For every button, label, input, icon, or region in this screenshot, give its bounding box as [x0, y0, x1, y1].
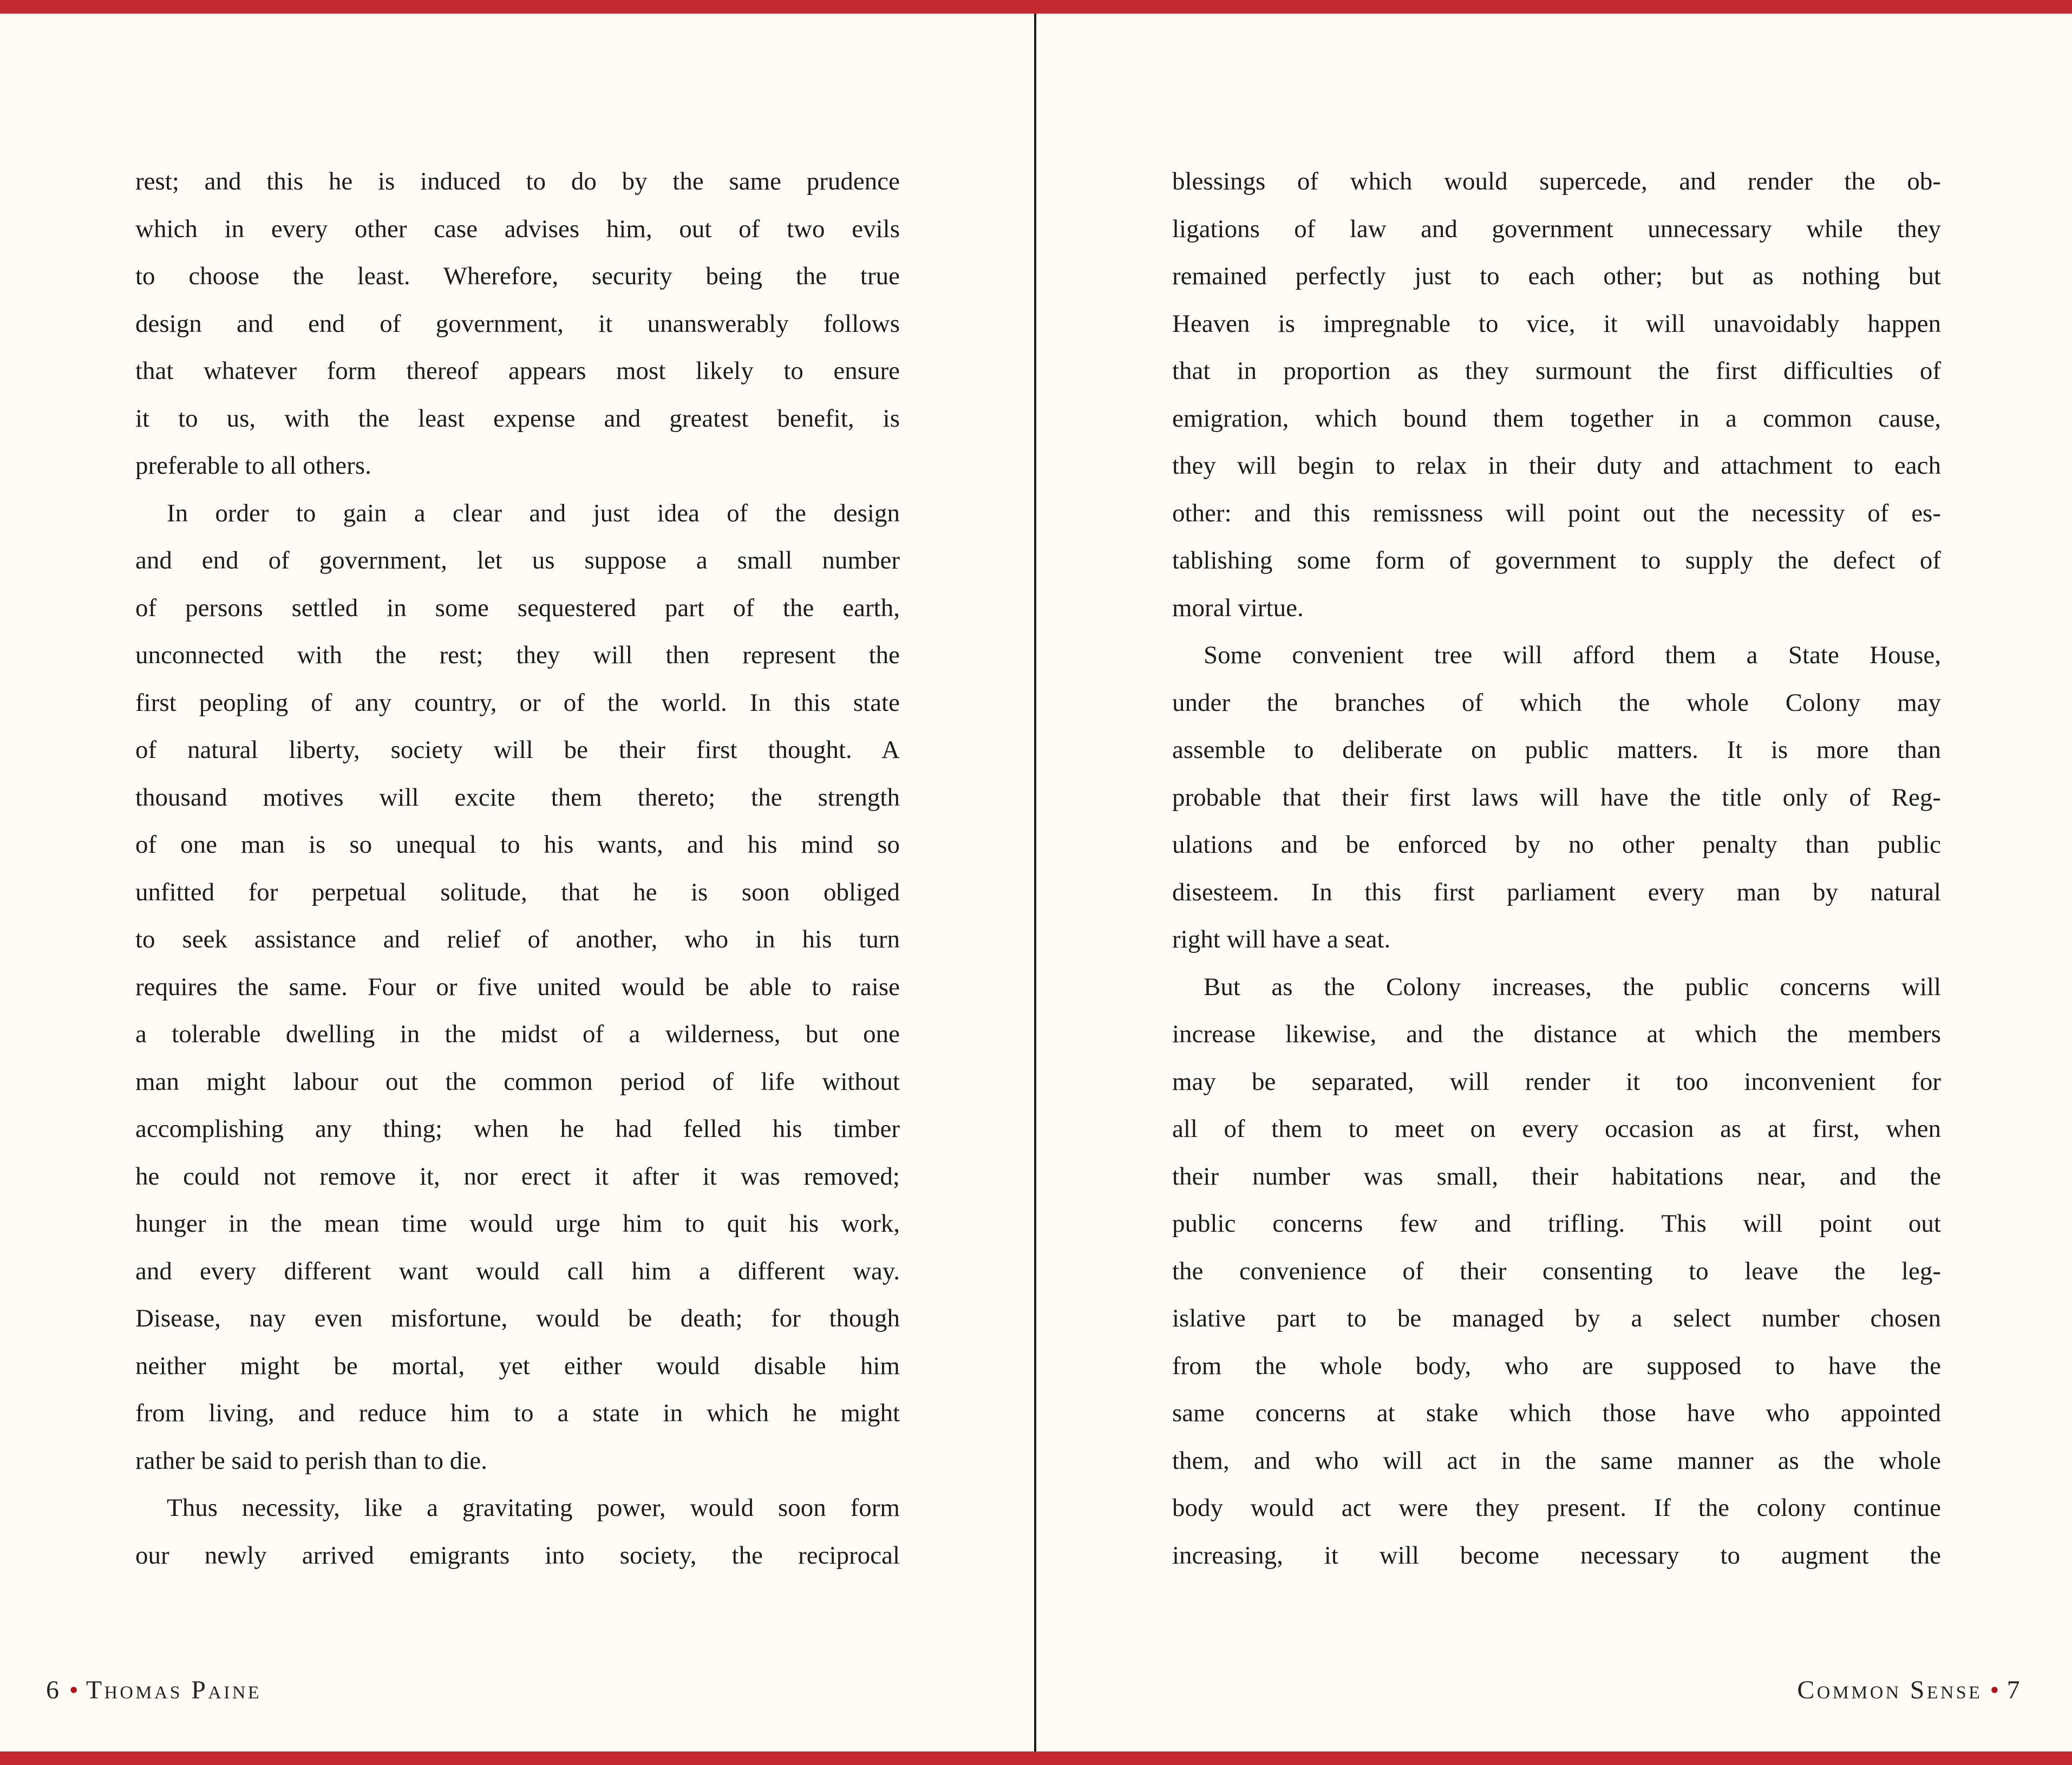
text-line: ulations and be enforced by no other penalty than public: [1172, 831, 1941, 859]
text-line: all of them to meet on every occasion as at first, when: [1172, 1115, 1941, 1143]
text-line: Disease, nay even misfortune, would be death; for though: [135, 1304, 900, 1332]
text-line: accomplishing any thing; when he had felled his timber: [135, 1115, 900, 1143]
left-page-text: [135, 158, 900, 1579]
text-line: and every different want would call him a different way.: [135, 1257, 900, 1285]
text-line: thousand motives will excite them thereto; the strength: [135, 783, 900, 812]
text-line: of one man is so unequal to his wants, and his mind so: [135, 831, 900, 859]
text-line: they will begin to relax in their duty and attachment to each: [1172, 452, 1941, 480]
text-line: their number was small, their habitations near, and the: [1172, 1162, 1941, 1191]
text-line: moral virtue.: [1172, 593, 1304, 622]
text-line: body would act were they present. If the colony continue: [1172, 1494, 1941, 1522]
text-line: design and end of government, it unanswerably follows: [135, 309, 900, 338]
text-line: first peopling of any country, or of the world. In this state: [135, 688, 900, 717]
text-line: Some convenient tree will afford them a State House,: [1204, 641, 1941, 669]
text-line: neither might be mortal, yet either would disable him: [135, 1351, 900, 1380]
text-line: requires the same. Four or five united would be able to raise: [135, 972, 900, 1001]
text-line: he could not remove it, nor erect it after it was removed;: [135, 1162, 900, 1191]
text-line: of persons settled in some sequestered part of the earth,: [135, 593, 900, 622]
text-line: ligations of law and government unnecessary while they: [1172, 214, 1941, 243]
book-title: Common Sense: [1797, 1676, 1983, 1704]
text-line: that whatever form thereof appears most likely to ensure: [135, 357, 900, 385]
text-line: hunger in the mean time would urge him to quit his work,: [135, 1210, 900, 1238]
text-line: from the whole body, who are supposed to have the: [1172, 1351, 1941, 1380]
text-line: man might labour out the common period of life without: [135, 1067, 900, 1096]
right-page-number: 7: [2006, 1676, 2022, 1704]
text-line: unfitted for perpetual solitude, that he is soon obliged: [135, 878, 900, 906]
text-line: tablishing some form of government to supply the defect of: [1172, 546, 1941, 574]
text-line: Heaven is impregnable to vice, it will unavoidably happen: [1172, 309, 1941, 338]
text-line: them, and who will act in the same manner as the whole: [1172, 1446, 1941, 1475]
text-line: public concerns few and trifling. This will point out: [1172, 1210, 1941, 1238]
text-line: which in every other case advises him, out of two evils: [135, 214, 900, 243]
top-red-rule: [0, 0, 2072, 14]
text-line: and end of government, let us suppose a small number: [135, 546, 900, 574]
text-line: same concerns at stake which those have who appointed: [1172, 1399, 1941, 1427]
bottom-red-rule: [0, 1751, 2072, 1765]
text-line: of natural liberty, society will be their first thought. A: [135, 736, 900, 764]
text-line: emigration, which bound them together in a common cause,: [1172, 404, 1941, 433]
text-line: that in proportion as they surmount the first difficulties of: [1172, 357, 1941, 385]
text-line: But as the Colony increases, the public concerns will: [1204, 972, 1941, 1001]
text-line: a tolerable dwelling in the midst of a wilderness, but one: [135, 1020, 900, 1048]
left-footer: [46, 1675, 262, 1705]
text-line: right will have a seat.: [1172, 925, 1391, 953]
text-line: assemble to deliberate on public matters. It is more than: [1172, 736, 1941, 764]
text-line: our newly arrived emigrants into society, the reciprocal: [135, 1541, 900, 1570]
text-line: unconnected with the rest; they will then represent the: [135, 641, 900, 669]
text-line: In order to gain a clear and just idea of the design: [167, 499, 900, 527]
right-footer: [1797, 1675, 2022, 1705]
text-line: rather be said to perish than to die.: [135, 1446, 487, 1475]
text-line: rest; and this he is induced to do by the same prudence: [135, 167, 900, 195]
red-bullet-icon: •: [1990, 1676, 1999, 1704]
text-line: increasing, it will become necessary to augment the: [1172, 1541, 1941, 1570]
text-line: increase likewise, and the distance at which the members: [1172, 1020, 1941, 1048]
text-line: from living, and reduce him to a state in which he might: [135, 1399, 900, 1427]
right-page-text: [1172, 158, 1941, 1579]
text-line: the convenience of their consenting to leave the leg-: [1172, 1257, 1941, 1285]
text-line: Thus necessity, like a gravitating power, would soon form: [167, 1494, 900, 1522]
text-line: blessings of which would supercede, and render the ob-: [1172, 167, 1941, 195]
page-divider: [1034, 0, 1036, 1765]
text-line: may be separated, will render it too inconvenient for: [1172, 1067, 1941, 1096]
text-line: other: and this remissness will point out the necessity of es-: [1172, 499, 1941, 527]
red-bullet-icon: •: [69, 1676, 79, 1704]
text-line: preferable to all others.: [135, 452, 371, 480]
book-author: Thomas Paine: [86, 1676, 262, 1704]
text-line: disesteem. In this first parliament every man by natural: [1172, 878, 1941, 906]
text-line: to seek assistance and relief of another, who in his turn: [135, 925, 900, 953]
text-line: to choose the least. Wherefore, security being the true: [135, 262, 900, 290]
text-line: islative part to be managed by a select number chosen: [1172, 1304, 1941, 1332]
left-page-number: 6: [46, 1676, 62, 1704]
text-line: it to us, with the least expense and greatest benefit, is: [135, 404, 900, 433]
text-line: probable that their first laws will have the title only of Reg-: [1172, 783, 1941, 812]
text-line: remained perfectly just to each other; but as nothing but: [1172, 262, 1941, 290]
text-line: under the branches of which the whole Colony may: [1172, 688, 1941, 717]
